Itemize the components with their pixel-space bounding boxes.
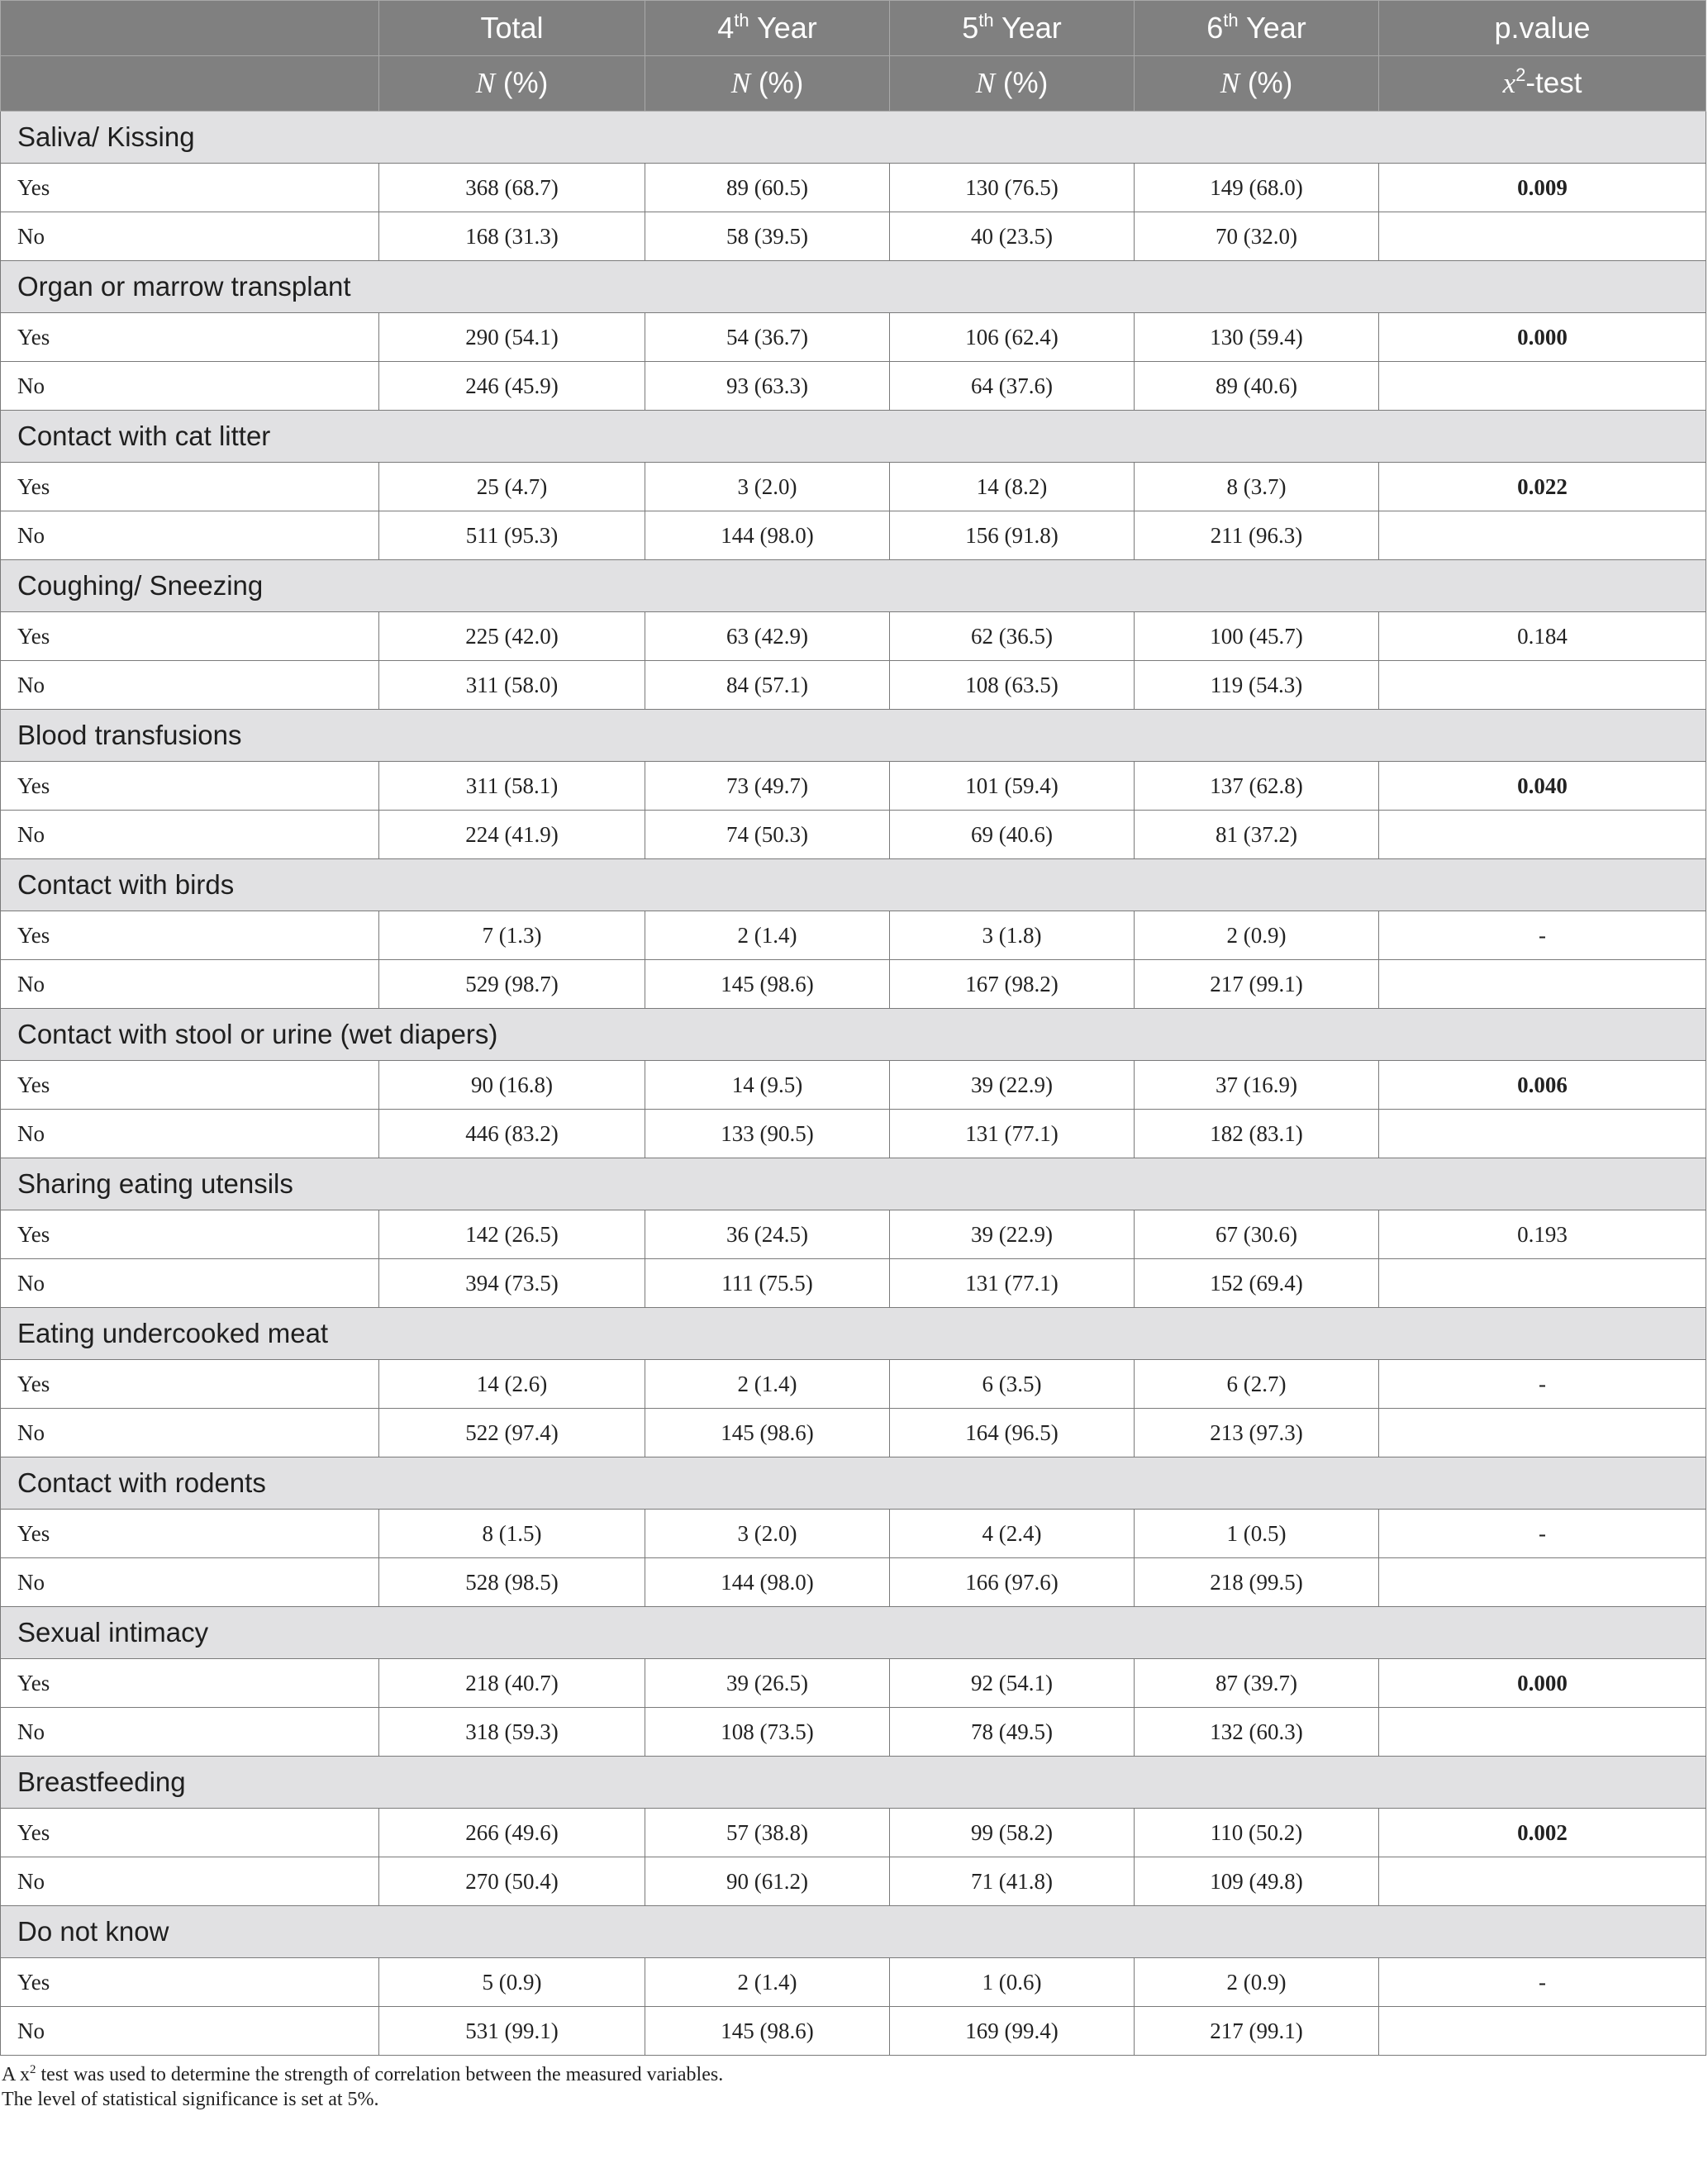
- table-header: [1, 1, 1706, 112]
- table-row: [1, 2007, 1706, 2056]
- cell-pvalue: [1379, 212, 1706, 261]
- table-row: [1, 762, 1706, 811]
- cell-year-5: 131 (77.1): [890, 1110, 1135, 1158]
- cell-pvalue: [1379, 1110, 1706, 1158]
- cell-year-5: 71 (41.8): [890, 1857, 1135, 1906]
- cell-total: 528 (98.5): [379, 1558, 645, 1607]
- table-row: [1, 1409, 1706, 1457]
- cell-year-4: 57 (38.8): [645, 1809, 890, 1857]
- section-header-row: [1, 710, 1706, 762]
- section-header-row: [1, 112, 1706, 164]
- table-row: [1, 1110, 1706, 1158]
- cell-pvalue: 0.184: [1379, 612, 1706, 661]
- cell-year-4: 58 (39.5): [645, 212, 890, 261]
- chi-symbol: x: [1502, 67, 1516, 99]
- cell-total: 270 (50.4): [379, 1857, 645, 1906]
- year-label: Year: [1001, 11, 1062, 45]
- row-label: Yes: [1, 1958, 379, 2007]
- row-label: No: [1, 960, 379, 1009]
- cell-year-5: 167 (98.2): [890, 960, 1135, 1009]
- section-title: Contact with cat litter: [1, 411, 1706, 463]
- n-symbol: N: [475, 67, 496, 99]
- cell-pvalue: [1379, 1558, 1706, 1607]
- table-row: [1, 1809, 1706, 1857]
- cell-total: 529 (98.7): [379, 960, 645, 1009]
- cell-year-5: 4 (2.4): [890, 1510, 1135, 1558]
- section-header-row: [1, 1009, 1706, 1061]
- header-pvalue: p.value: [1379, 1, 1706, 56]
- row-label: No: [1, 2007, 379, 2056]
- section-header-row: [1, 261, 1706, 313]
- cell-total: 266 (49.6): [379, 1809, 645, 1857]
- cell-pvalue: 0.006: [1379, 1061, 1706, 1110]
- section-title: Organ or marrow transplant: [1, 261, 1706, 313]
- section-title: Eating undercooked meat: [1, 1308, 1706, 1360]
- cell-year-4: 14 (9.5): [645, 1061, 890, 1110]
- table-row: [1, 1510, 1706, 1558]
- cell-year-5: 92 (54.1): [890, 1659, 1135, 1708]
- table-row: [1, 1708, 1706, 1757]
- cell-total: 7 (1.3): [379, 911, 645, 960]
- cell-year-4: 3 (2.0): [645, 1510, 890, 1558]
- row-label: Yes: [1, 911, 379, 960]
- cell-year-6: 100 (45.7): [1135, 612, 1379, 661]
- cell-total: 25 (4.7): [379, 463, 645, 511]
- row-label: Yes: [1, 1659, 379, 1708]
- cell-year-6: 132 (60.3): [1135, 1708, 1379, 1757]
- section-header-row: [1, 1607, 1706, 1659]
- row-label: No: [1, 811, 379, 859]
- table-row: [1, 811, 1706, 859]
- row-label: Yes: [1, 1061, 379, 1110]
- section-header-row: [1, 1158, 1706, 1210]
- row-label: Yes: [1, 1809, 379, 1857]
- year-number: 6: [1206, 11, 1224, 45]
- table-row: [1, 511, 1706, 560]
- cell-pvalue: [1379, 811, 1706, 859]
- header-n-pct: [645, 56, 890, 112]
- cell-year-5: 69 (40.6): [890, 811, 1135, 859]
- table-body: [1, 112, 1706, 2056]
- n-symbol: N: [975, 67, 996, 99]
- cell-year-5: 99 (58.2): [890, 1809, 1135, 1857]
- row-label: No: [1, 1558, 379, 1607]
- cell-year-4: 93 (63.3): [645, 362, 890, 411]
- cell-year-6: 37 (16.9): [1135, 1061, 1379, 1110]
- cell-year-4: 39 (26.5): [645, 1659, 890, 1708]
- pct-symbol: (%): [1002, 67, 1049, 99]
- row-label: No: [1, 661, 379, 710]
- cell-total: 531 (99.1): [379, 2007, 645, 2056]
- chi-test-label: -test: [1525, 67, 1582, 99]
- cell-year-4: 2 (1.4): [645, 1360, 890, 1409]
- cell-year-5: 101 (59.4): [890, 762, 1135, 811]
- cell-year-6: 149 (68.0): [1135, 164, 1379, 212]
- year-number: 5: [962, 11, 979, 45]
- cell-year-5: 169 (99.4): [890, 2007, 1135, 2056]
- cell-year-4: 2 (1.4): [645, 911, 890, 960]
- section-title: Blood transfusions: [1, 710, 1706, 762]
- row-label: Yes: [1, 1360, 379, 1409]
- cell-year-6: 81 (37.2): [1135, 811, 1379, 859]
- cell-year-4: 90 (61.2): [645, 1857, 890, 1906]
- year-number: 4: [717, 11, 735, 45]
- cell-total: 511 (95.3): [379, 511, 645, 560]
- cell-year-6: 152 (69.4): [1135, 1259, 1379, 1308]
- row-label: Yes: [1, 762, 379, 811]
- cell-year-5: 39 (22.9): [890, 1061, 1135, 1110]
- table-row: [1, 1659, 1706, 1708]
- cell-total: 311 (58.1): [379, 762, 645, 811]
- table-row: [1, 1259, 1706, 1308]
- section-title: Do not know: [1, 1906, 1706, 1958]
- cell-total: 168 (31.3): [379, 212, 645, 261]
- table-row: [1, 1958, 1706, 2007]
- cell-year-4: 63 (42.9): [645, 612, 890, 661]
- cell-pvalue: 0.022: [1379, 463, 1706, 511]
- cell-total: 311 (58.0): [379, 661, 645, 710]
- row-label: Yes: [1, 164, 379, 212]
- cell-year-6: 217 (99.1): [1135, 2007, 1379, 2056]
- cell-total: 446 (83.2): [379, 1110, 645, 1158]
- cell-year-6: 217 (99.1): [1135, 960, 1379, 1009]
- cell-pvalue: -: [1379, 911, 1706, 960]
- footnote-1: [2, 2062, 1708, 2087]
- footnote-1-superscript: 2: [30, 2063, 36, 2076]
- section-title: Sharing eating utensils: [1, 1158, 1706, 1210]
- row-label: No: [1, 1409, 379, 1457]
- row-label: Yes: [1, 313, 379, 362]
- section-title: Saliva/ Kissing: [1, 112, 1706, 164]
- header-row-1: [1, 1, 1706, 56]
- cell-year-6: 89 (40.6): [1135, 362, 1379, 411]
- cell-year-6: 2 (0.9): [1135, 1958, 1379, 2007]
- cell-year-6: 211 (96.3): [1135, 511, 1379, 560]
- header-row-2: [1, 56, 1706, 112]
- section-title: Coughing/ Sneezing: [1, 560, 1706, 612]
- year-label: Year: [1246, 11, 1306, 45]
- cell-year-5: 106 (62.4): [890, 313, 1135, 362]
- footnote-1-text-a: A x: [2, 2064, 31, 2085]
- cell-year-6: 130 (59.4): [1135, 313, 1379, 362]
- cell-year-4: 145 (98.6): [645, 2007, 890, 2056]
- cell-year-4: 84 (57.1): [645, 661, 890, 710]
- table-row: [1, 1210, 1706, 1259]
- section-header-row: [1, 1308, 1706, 1360]
- cell-pvalue: 0.000: [1379, 313, 1706, 362]
- cell-year-5: 39 (22.9): [890, 1210, 1135, 1259]
- table-row: [1, 362, 1706, 411]
- cell-year-5: 62 (36.5): [890, 612, 1135, 661]
- cell-pvalue: [1379, 1409, 1706, 1457]
- pct-symbol: (%): [1247, 67, 1293, 99]
- section-title: Contact with rodents: [1, 1457, 1706, 1510]
- row-label: No: [1, 1110, 379, 1158]
- row-label: No: [1, 362, 379, 411]
- cell-total: 394 (73.5): [379, 1259, 645, 1308]
- cell-year-5: 130 (76.5): [890, 164, 1135, 212]
- cell-pvalue: [1379, 960, 1706, 1009]
- cell-year-6: 109 (49.8): [1135, 1857, 1379, 1906]
- cell-total: 368 (68.7): [379, 164, 645, 212]
- cell-total: 5 (0.9): [379, 1958, 645, 2007]
- cell-year-6: 1 (0.5): [1135, 1510, 1379, 1558]
- cell-total: 246 (45.9): [379, 362, 645, 411]
- row-label: Yes: [1, 463, 379, 511]
- cell-year-4: 74 (50.3): [645, 811, 890, 859]
- cell-year-4: 2 (1.4): [645, 1958, 890, 2007]
- section-header-row: [1, 859, 1706, 911]
- section-header-row: [1, 1457, 1706, 1510]
- table-row: [1, 313, 1706, 362]
- cell-year-5: 40 (23.5): [890, 212, 1135, 261]
- cell-year-5: 64 (37.6): [890, 362, 1135, 411]
- header-year-6: [1135, 1, 1379, 56]
- cell-year-5: 164 (96.5): [890, 1409, 1135, 1457]
- footnote-1-text-b: test was used to determine the strength of correlation between the measured variables.: [36, 2064, 724, 2085]
- table-row: [1, 463, 1706, 511]
- cell-year-4: 3 (2.0): [645, 463, 890, 511]
- cell-pvalue: 0.002: [1379, 1809, 1706, 1857]
- pct-symbol: (%): [758, 67, 804, 99]
- header-total: Total: [379, 1, 645, 56]
- section-title: Sexual intimacy: [1, 1607, 1706, 1659]
- cell-pvalue: [1379, 661, 1706, 710]
- table-row: [1, 1857, 1706, 1906]
- chi-superscript: 2: [1515, 64, 1526, 85]
- header-empty-cell: [1, 1, 379, 56]
- cell-year-6: 213 (97.3): [1135, 1409, 1379, 1457]
- row-label: No: [1, 511, 379, 560]
- cell-pvalue: [1379, 511, 1706, 560]
- cell-year-4: 144 (98.0): [645, 511, 890, 560]
- cell-total: 225 (42.0): [379, 612, 645, 661]
- row-label: Yes: [1, 1510, 379, 1558]
- cell-year-4: 73 (49.7): [645, 762, 890, 811]
- header-year-4: [645, 1, 890, 56]
- cell-year-6: 6 (2.7): [1135, 1360, 1379, 1409]
- cell-year-5: 131 (77.1): [890, 1259, 1135, 1308]
- cell-total: 90 (16.8): [379, 1061, 645, 1110]
- cell-year-4: 133 (90.5): [645, 1110, 890, 1158]
- cell-year-4: 54 (36.7): [645, 313, 890, 362]
- cell-pvalue: [1379, 1857, 1706, 1906]
- table-row: [1, 164, 1706, 212]
- table-row: [1, 960, 1706, 1009]
- section-header-row: [1, 560, 1706, 612]
- cell-year-5: 3 (1.8): [890, 911, 1135, 960]
- cell-pvalue: -: [1379, 1360, 1706, 1409]
- cell-year-5: 108 (63.5): [890, 661, 1135, 710]
- cell-year-4: 111 (75.5): [645, 1259, 890, 1308]
- cell-year-6: 182 (83.1): [1135, 1110, 1379, 1158]
- table-row: [1, 612, 1706, 661]
- section-header-row: [1, 411, 1706, 463]
- cell-pvalue: -: [1379, 1510, 1706, 1558]
- section-header-row: [1, 1757, 1706, 1809]
- cell-year-4: 89 (60.5): [645, 164, 890, 212]
- table-row: [1, 1061, 1706, 1110]
- header-n-pct: [1135, 56, 1379, 112]
- cell-pvalue: [1379, 2007, 1706, 2056]
- cell-year-4: 145 (98.6): [645, 1409, 890, 1457]
- cell-pvalue: -: [1379, 1958, 1706, 2007]
- table-row: [1, 212, 1706, 261]
- footnote-2: The level of statistical significance is set at 5%.: [2, 2089, 379, 2110]
- table-row: [1, 911, 1706, 960]
- cell-total: 142 (26.5): [379, 1210, 645, 1259]
- cell-total: 290 (54.1): [379, 313, 645, 362]
- cell-year-6: 110 (50.2): [1135, 1809, 1379, 1857]
- section-header-row: [1, 1906, 1706, 1958]
- ordinal-suffix: th: [978, 10, 994, 31]
- row-label: No: [1, 212, 379, 261]
- cell-year-5: 1 (0.6): [890, 1958, 1135, 2007]
- cell-year-6: 67 (30.6): [1135, 1210, 1379, 1259]
- cell-year-6: 87 (39.7): [1135, 1659, 1379, 1708]
- cell-total: 218 (40.7): [379, 1659, 645, 1708]
- cell-total: 224 (41.9): [379, 811, 645, 859]
- cell-year-4: 108 (73.5): [645, 1708, 890, 1757]
- cell-year-5: 78 (49.5): [890, 1708, 1135, 1757]
- cell-year-6: 218 (99.5): [1135, 1558, 1379, 1607]
- cell-total: 522 (97.4): [379, 1409, 645, 1457]
- n-symbol: N: [1220, 67, 1240, 99]
- cell-pvalue: [1379, 362, 1706, 411]
- cell-year-4: 145 (98.6): [645, 960, 890, 1009]
- cell-year-5: 6 (3.5): [890, 1360, 1135, 1409]
- pct-symbol: (%): [502, 67, 549, 99]
- cell-pvalue: 0.000: [1379, 1659, 1706, 1708]
- cell-year-5: 156 (91.8): [890, 511, 1135, 560]
- section-title: Contact with birds: [1, 859, 1706, 911]
- row-label: Yes: [1, 1210, 379, 1259]
- section-title: Contact with stool or urine (wet diapers): [1, 1009, 1706, 1061]
- row-label: No: [1, 1857, 379, 1906]
- header-n-pct: [379, 56, 645, 112]
- table-row: [1, 1558, 1706, 1607]
- cell-year-6: 8 (3.7): [1135, 463, 1379, 511]
- header-chi-test: [1379, 56, 1706, 112]
- cell-year-4: 144 (98.0): [645, 1558, 890, 1607]
- table-row: [1, 1360, 1706, 1409]
- cell-pvalue: [1379, 1259, 1706, 1308]
- cell-year-5: 166 (97.6): [890, 1558, 1135, 1607]
- cell-pvalue: [1379, 1708, 1706, 1757]
- cell-total: 318 (59.3): [379, 1708, 645, 1757]
- cell-pvalue: 0.009: [1379, 164, 1706, 212]
- row-label: No: [1, 1259, 379, 1308]
- header-n-pct: [890, 56, 1135, 112]
- table-row: [1, 661, 1706, 710]
- row-label: No: [1, 1708, 379, 1757]
- cell-pvalue: 0.040: [1379, 762, 1706, 811]
- year-label: Year: [757, 11, 817, 45]
- cell-year-4: 36 (24.5): [645, 1210, 890, 1259]
- cell-pvalue: 0.193: [1379, 1210, 1706, 1259]
- row-label: Yes: [1, 612, 379, 661]
- cell-year-6: 70 (32.0): [1135, 212, 1379, 261]
- cell-year-5: 14 (8.2): [890, 463, 1135, 511]
- cell-total: 14 (2.6): [379, 1360, 645, 1409]
- cell-year-6: 119 (54.3): [1135, 661, 1379, 710]
- header-year-5: [890, 1, 1135, 56]
- cell-total: 8 (1.5): [379, 1510, 645, 1558]
- cell-year-6: 137 (62.8): [1135, 762, 1379, 811]
- cell-year-6: 2 (0.9): [1135, 911, 1379, 960]
- table-footnotes: [0, 2062, 1708, 2112]
- ordinal-suffix: th: [1223, 10, 1239, 31]
- ordinal-suffix: th: [734, 10, 749, 31]
- header-empty-cell: [1, 56, 379, 112]
- n-symbol: N: [730, 67, 751, 99]
- section-title: Breastfeeding: [1, 1757, 1706, 1809]
